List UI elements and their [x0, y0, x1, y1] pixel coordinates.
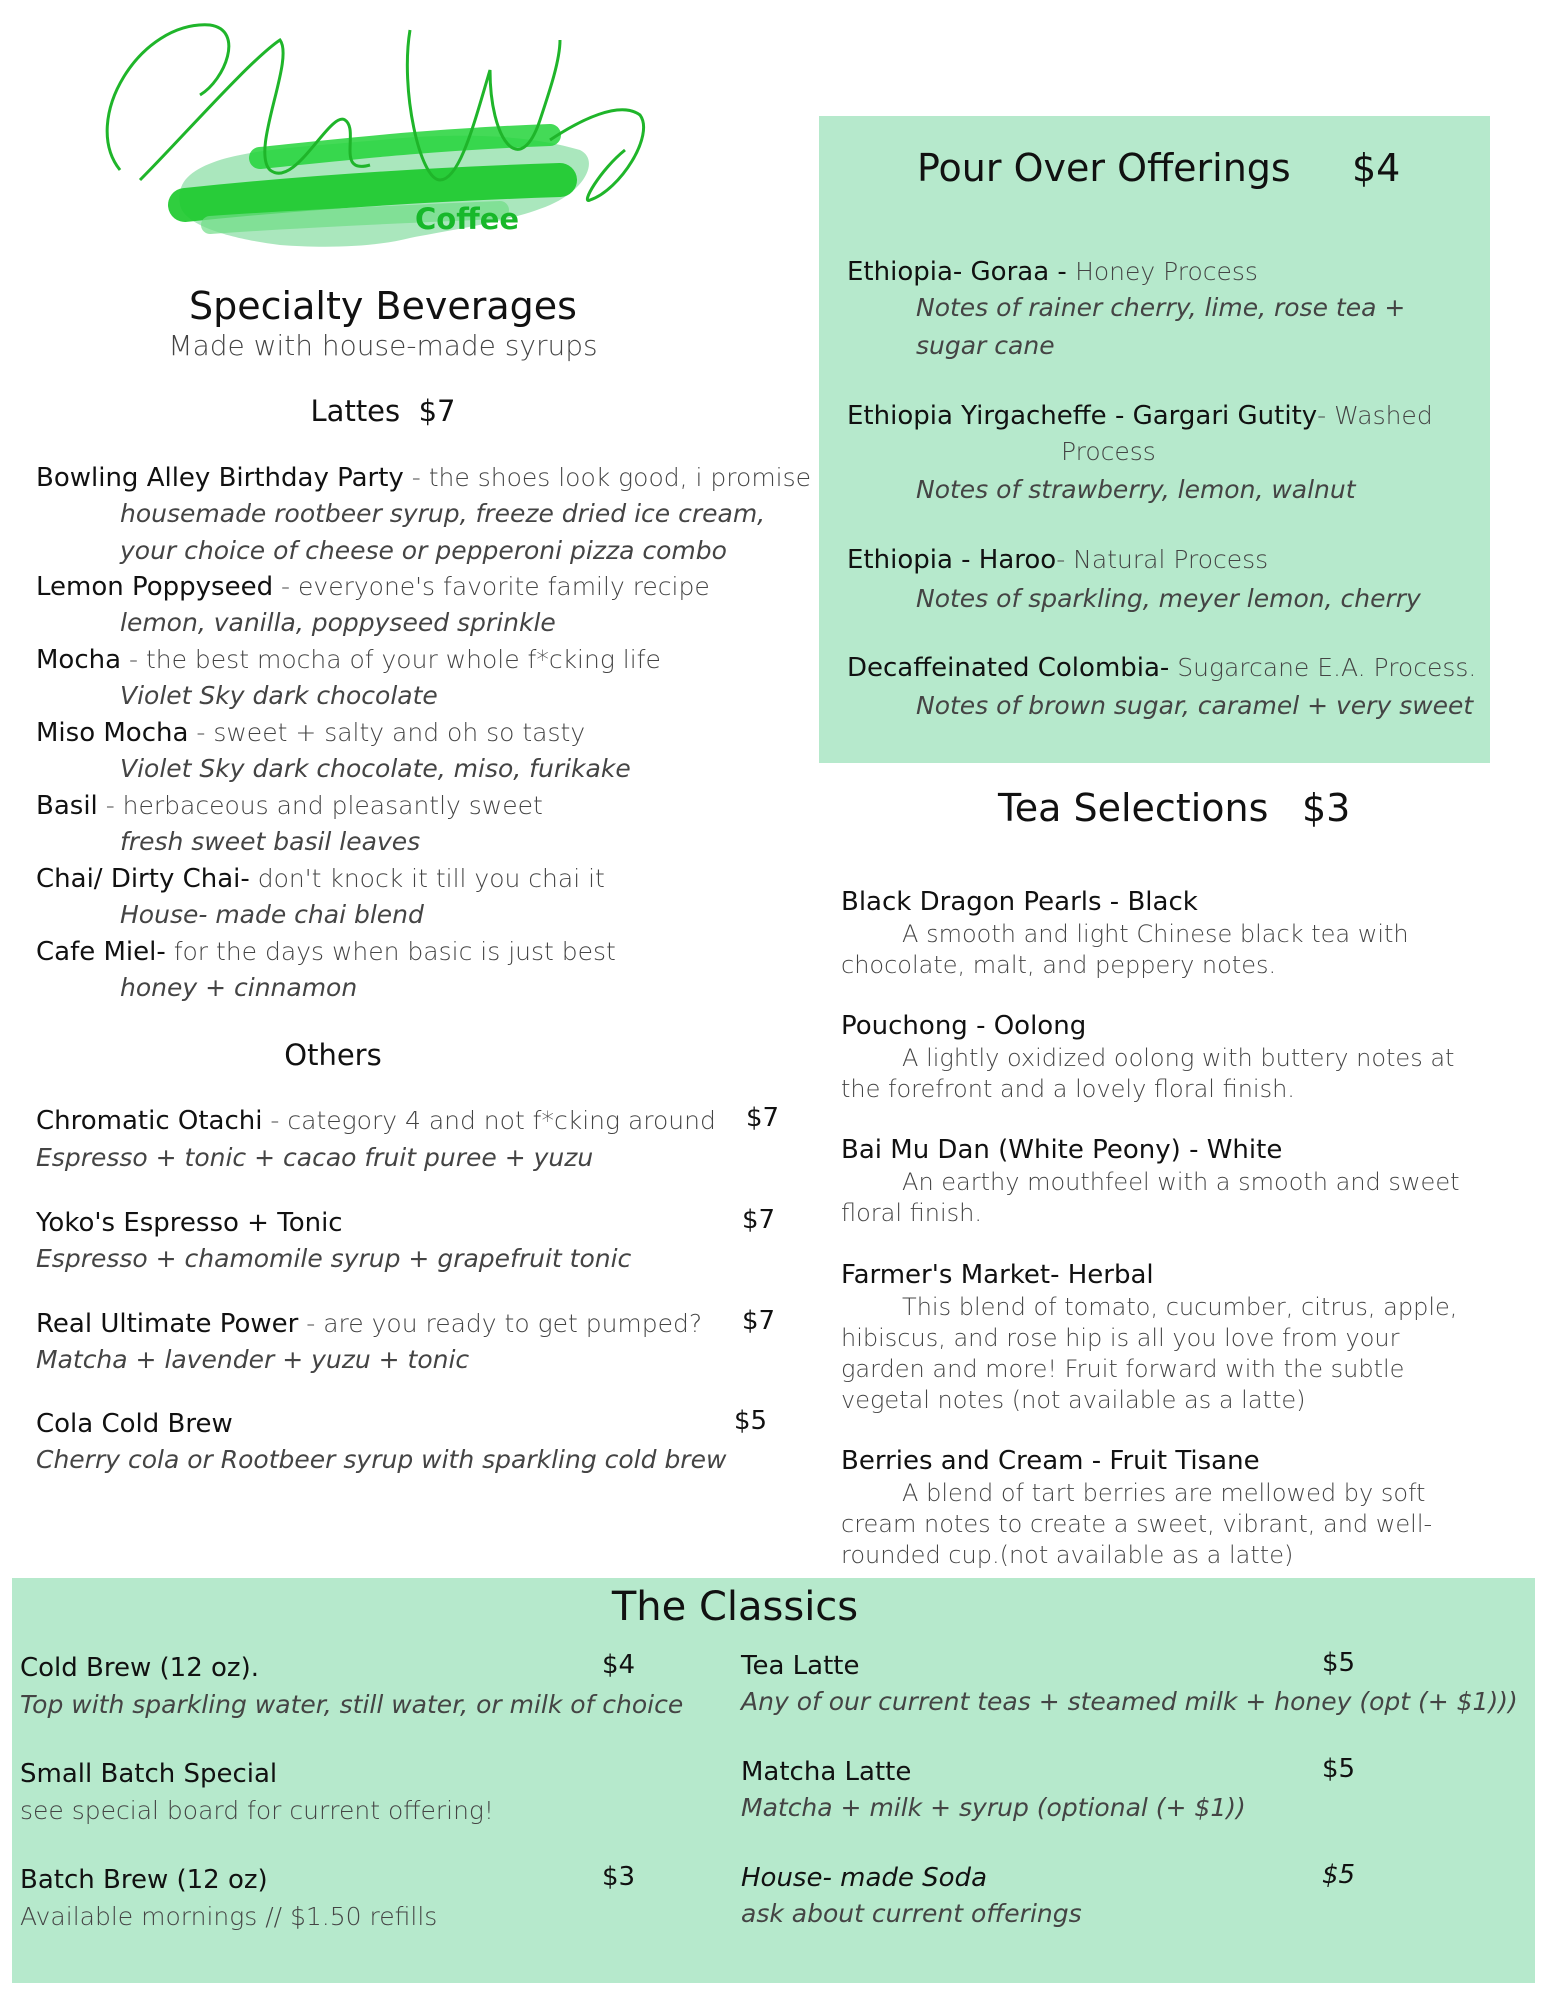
item-notes: fresh sweet basil leaves: [120, 827, 421, 856]
item-desc: - the best mocha of your whole f*cking life: [121, 645, 661, 674]
tea-desc: cream notes to create a sweet, vibrant, and well-: [841, 1510, 1433, 1538]
tea-price: $3: [1302, 786, 1351, 830]
classic-item-name: Tea Latte: [741, 1651, 860, 1681]
item-name: Yoko's Espresso + Tonic: [36, 1208, 343, 1238]
tea-desc: hibiscus, and rose hip is all you love from your: [841, 1324, 1400, 1352]
item-name: Cafe Miel-: [36, 937, 166, 967]
tea-name: Farmer's Market- Herbal: [841, 1260, 1154, 1290]
item-name: Lemon Poppyseed: [36, 572, 274, 602]
item-name: Bowling Alley Birthday Party: [36, 463, 404, 493]
menu-item: [847, 542, 1268, 578]
item-name: Ethiopia- Goraa -: [847, 257, 1076, 287]
classic-item-note: ask about current offerings: [741, 1899, 1082, 1928]
item-notes: Notes of strawberry, lemon, walnut: [916, 475, 1356, 504]
item-price: $7: [742, 1205, 776, 1235]
tea-name: Berries and Cream - Fruit Tisane: [841, 1446, 1260, 1476]
classic-item-price: $5: [1322, 1754, 1356, 1784]
item-desc: - herbaceous and pleasantly sweet: [97, 791, 543, 820]
item-price: $7: [742, 1306, 776, 1336]
item-desc: - category 4 and not f*cking around: [262, 1106, 716, 1135]
classic-item-note: Top with sparkling water, still water, or milk of choice: [20, 1690, 684, 1719]
item-process: Honey Process: [1075, 257, 1258, 286]
item-price: $7: [746, 1103, 780, 1133]
menu-item: [36, 1406, 233, 1442]
classic-item-price: $4: [602, 1650, 636, 1680]
item-notes: Espresso + tonic + cacao fruit puree + yuzu: [36, 1143, 594, 1172]
tea-desc: rounded cup.(not available as a latte): [841, 1541, 1294, 1569]
logo-coffee-word: Coffee: [415, 202, 520, 236]
classic-item-note: Available mornings // $1.50 refills: [20, 1902, 438, 1931]
classic-item-price: $5: [1322, 1860, 1356, 1890]
item-name: Decaffeinated Colombia-: [847, 653, 1170, 683]
item-notes: Cherry cola or Rootbeer syrup with sparkling cold brew: [36, 1445, 727, 1474]
item-desc: - everyone's favorite family recipe: [273, 572, 710, 601]
item-process: Process: [1061, 437, 1156, 466]
tea-desc: A smooth and light Chinese black tea with: [841, 920, 1409, 948]
menu-item: [36, 1205, 343, 1241]
classic-item-note: see special board for current offering!: [20, 1796, 494, 1825]
classic-item-name: Batch Brew (12 oz): [20, 1865, 268, 1895]
tea-desc: A blend of tart berries are mellowed by soft: [841, 1479, 1426, 1507]
item-name: Basil: [36, 791, 98, 821]
tea-item: [841, 1009, 1521, 1105]
menu-item: [36, 934, 616, 970]
item-notes: honey + cinnamon: [120, 973, 358, 1002]
menu-item: [36, 1306, 702, 1342]
classic-item-name: Small Batch Special: [20, 1759, 278, 1789]
item-notes: House- made chai blend: [120, 900, 424, 929]
item-notes: lemon, vanilla, poppyseed sprinkle: [120, 608, 556, 637]
tea-desc: floral finish.: [841, 1199, 983, 1227]
tea-name: Pouchong - Oolong: [841, 1011, 1087, 1041]
menu-item: [36, 460, 811, 496]
item-notes: Notes of rainer cherry, lime, rose tea +: [916, 293, 1406, 322]
item-name: Ethiopia - Haroo: [847, 545, 1057, 575]
tea-item: [841, 1133, 1521, 1229]
item-process: - Natural Process: [1056, 545, 1269, 574]
tea-item: [841, 1258, 1521, 1416]
item-name: Ethiopia Yirgacheffe - Gargari Gutity: [847, 401, 1318, 431]
menu-item: [847, 650, 1476, 686]
classic-item-name: Matcha Latte: [741, 1757, 912, 1787]
item-notes: housemade rootbeer syrup, freeze dried ice cream,: [120, 499, 766, 528]
classics-heading: The Classics: [611, 1584, 859, 1630]
tea-desc: garden and more! Fruit forward with the subtle: [841, 1355, 1405, 1383]
tea-item: [841, 1444, 1521, 1571]
item-notes: Espresso + chamomile syrup + grapefruit tonic: [36, 1244, 632, 1273]
tea-name: Bai Mu Dan (White Peony) - White: [841, 1135, 1283, 1165]
tea-heading: Tea Selections: [998, 786, 1269, 830]
logo-artwork: [80, 0, 680, 290]
item-name: Chai/ Dirty Chai-: [36, 864, 250, 894]
menu-item: [36, 715, 585, 751]
item-name: Chromatic Otachi: [36, 1106, 263, 1136]
pour-over-heading: Pour Over Offerings: [917, 146, 1291, 190]
classic-item-note: Any of our current teas + steamed milk + honey (opt (+ $1))): [741, 1687, 1518, 1716]
item-notes: Notes of brown sugar, caramel + very sweet: [916, 691, 1474, 720]
item-price: $5: [734, 1406, 768, 1436]
classic-item-note: Matcha + milk + syrup (optional (+ $1)): [741, 1793, 1246, 1822]
item-notes: sugar cane: [916, 331, 1055, 360]
item-name: Mocha: [36, 645, 122, 675]
item-notes: Matcha + lavender + yuzu + tonic: [36, 1345, 470, 1374]
item-name: Cola Cold Brew: [36, 1409, 233, 1439]
tea-desc: the forefront and a lovely floral finish.: [841, 1075, 1295, 1103]
pour-over-price: $4: [1352, 146, 1401, 190]
classic-item-price: $5: [1322, 1648, 1356, 1678]
menu-item: [36, 642, 661, 678]
cloud-walking-logo: [80, 0, 680, 290]
tea-desc: This blend of tomato, cucumber, citrus, apple,: [841, 1293, 1458, 1321]
item-desc: - the shoes look good, i promise: [403, 463, 812, 492]
item-desc: for the days when basic is just best: [165, 937, 616, 966]
menu-item: [36, 1103, 716, 1139]
classics-panel: [12, 1578, 1535, 1983]
item-process: Sugarcane E.A. Process.: [1169, 653, 1477, 682]
item-desc: don't knock it till you chai it: [249, 864, 605, 893]
tea-desc: chocolate, malt, and peppery notes.: [841, 951, 1277, 979]
item-notes: your choice of cheese or pepperoni pizza combo: [120, 536, 727, 565]
classic-item-name: House- made Soda: [741, 1863, 987, 1893]
specialty-title: Specialty Beverages: [189, 284, 577, 328]
item-desc: - sweet + salty and oh so tasty: [188, 718, 586, 747]
tea-name: Black Dragon Pearls - Black: [841, 887, 1198, 917]
tea-item: [841, 885, 1521, 981]
menu-item: [847, 254, 1258, 290]
tea-desc: A lightly oxidized oolong with buttery notes at: [841, 1044, 1455, 1072]
item-notes: Violet Sky dark chocolate, miso, furikake: [120, 754, 631, 783]
others-heading: Others: [284, 1038, 382, 1072]
menu-item: [36, 861, 605, 897]
menu-item: [847, 398, 1433, 434]
item-notes: Violet Sky dark chocolate: [120, 681, 438, 710]
item-desc: - are you ready to get pumped?: [298, 1309, 703, 1338]
specialty-subtitle: Made with house-made syrups: [168, 329, 598, 362]
item-name: Real Ultimate Power: [36, 1309, 299, 1339]
classic-item-name: Cold Brew (12 oz).: [20, 1653, 259, 1683]
lattes-heading: Lattes $7: [310, 394, 456, 428]
item-process: - Washed: [1317, 401, 1433, 430]
tea-desc: vegetal notes (not available as a latte): [841, 1386, 1306, 1414]
menu-item: [36, 788, 543, 824]
pour-over-panel: [819, 116, 1490, 763]
tea-desc: An earthy mouthfeel with a smooth and sweet: [841, 1168, 1460, 1196]
classic-item-price: $3: [602, 1862, 636, 1892]
item-name: Miso Mocha: [36, 718, 189, 748]
menu-item: [36, 569, 710, 605]
item-notes: Notes of sparkling, meyer lemon, cherry: [916, 584, 1421, 613]
